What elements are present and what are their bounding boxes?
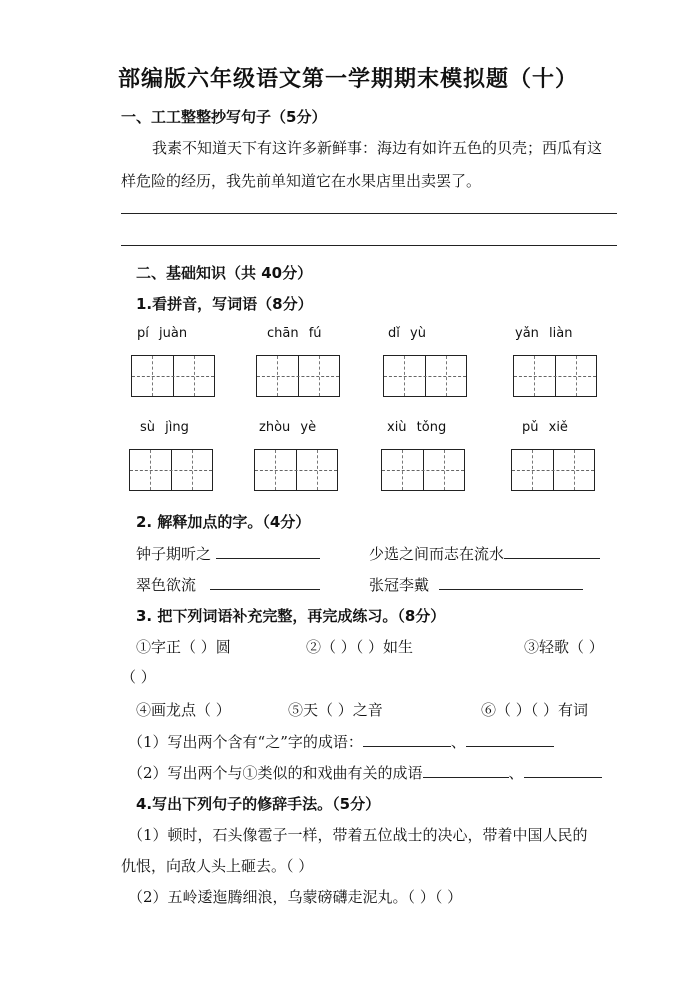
q2-item-2-text: 少选之间而志在流水 — [369, 545, 505, 563]
q2-item-1-text: 钟子期听之 — [136, 545, 212, 563]
pinyin-8: pǔ xiě — [522, 420, 568, 435]
q3-item-3-wrap: （ ） — [121, 668, 156, 686]
q3-sub1-text: （1）写出两个含有“之”字的成语： — [128, 733, 363, 751]
q2-item-3-text: 翠色欲流 — [136, 576, 197, 594]
q2-item-2 — [369, 543, 600, 564]
q4-heading: 4.写出下列句子的修辞手法。（5分） — [136, 795, 381, 813]
section1-heading: 一、工工整整抄写句子（5分） — [121, 108, 327, 126]
q2-item-4-text: 张冠李戴 — [369, 576, 430, 594]
page-title: 部编版六年级语文第一学期期末模拟题（十） — [117, 67, 578, 92]
q2-heading: 2. 解释加点的字。（4分） — [136, 513, 311, 531]
q3-sub1 — [128, 731, 554, 752]
q3-sub1-separator: 、 — [450, 733, 466, 751]
q2-item-1 — [136, 543, 320, 564]
q3-item-5: ⑤天（ ）之音 — [288, 701, 383, 719]
writing-grid-3[interactable] — [383, 355, 467, 397]
q3-item-2: ②（ ）（ ）如生 — [306, 638, 414, 656]
q3-sub2-separator: 、 — [508, 764, 524, 782]
section1-sentence-line1: 我素不知道天下有这许多新鲜事：海边有如许五色的贝壳；西瓜有这 — [152, 139, 603, 157]
q3-item-1: ①字正（ ）圆 — [136, 638, 231, 656]
q3-item-3: ③轻歌（ ） — [524, 638, 604, 656]
q4-sentence-1-line1: （1）顿时，石头像雹子一样，带着五位战士的决心，带着中国人民的 — [128, 826, 588, 844]
q1-heading: 1.看拼音，写词语（8分） — [136, 295, 313, 313]
q3-sub2-text: （2）写出两个与①类似的和戏曲有关的成语 — [128, 764, 423, 782]
pinyin-7: xiù tǒng — [387, 420, 447, 435]
writing-grid-5[interactable] — [129, 449, 213, 491]
writing-grid-7[interactable] — [381, 449, 465, 491]
pinyin-6: zhòu yè — [259, 420, 317, 435]
section2-heading: 二、基础知识（共 40分） — [136, 264, 313, 282]
q2-answer-2[interactable] — [504, 544, 600, 559]
q3-heading: 3. 把下列词语补充完整，再完成练习。（8分） — [136, 607, 446, 625]
writing-grid-2[interactable] — [256, 355, 340, 397]
q2-answer-3[interactable] — [210, 575, 320, 590]
writing-grid-4[interactable] — [513, 355, 597, 397]
section1-sentence-line2: 样危险的经历，我先前单知道它在水果店里出卖罢了。 — [121, 172, 482, 190]
pinyin-1: pí juàn — [137, 326, 188, 341]
q3-sub2-answer-1[interactable] — [423, 763, 509, 778]
q4-sentence-1-line2: 仇恨，向敌人头上砸去。（ ） — [121, 857, 314, 875]
q3-sub1-answer-1[interactable] — [363, 732, 451, 747]
q2-item-3 — [136, 574, 320, 595]
q2-answer-1[interactable] — [216, 544, 320, 559]
copy-line-2[interactable] — [121, 245, 617, 246]
writing-grid-1[interactable] — [131, 355, 215, 397]
q4-sentence-2: （2）五岭逶迤腾细浪，乌蒙磅礴走泥丸。（ ）（ ） — [128, 888, 463, 906]
q3-sub1-answer-2[interactable] — [466, 732, 554, 747]
writing-grid-8[interactable] — [511, 449, 595, 491]
q3-item-6: ⑥（ ）（ ）有词 — [481, 701, 589, 719]
pinyin-4: yǎn liàn — [515, 326, 573, 341]
writing-grid-6[interactable] — [254, 449, 338, 491]
q3-sub2-answer-2[interactable] — [524, 763, 602, 778]
q3-item-4: ④画龙点（ ） — [136, 701, 231, 719]
pinyin-3: dǐ yù — [388, 326, 426, 341]
q2-item-4 — [369, 574, 583, 595]
pinyin-5: sù jìng — [140, 420, 189, 435]
pinyin-2: chān fú — [267, 326, 322, 341]
copy-line-1[interactable] — [121, 213, 617, 214]
q2-answer-4[interactable] — [439, 575, 583, 590]
q3-sub2 — [128, 762, 602, 783]
